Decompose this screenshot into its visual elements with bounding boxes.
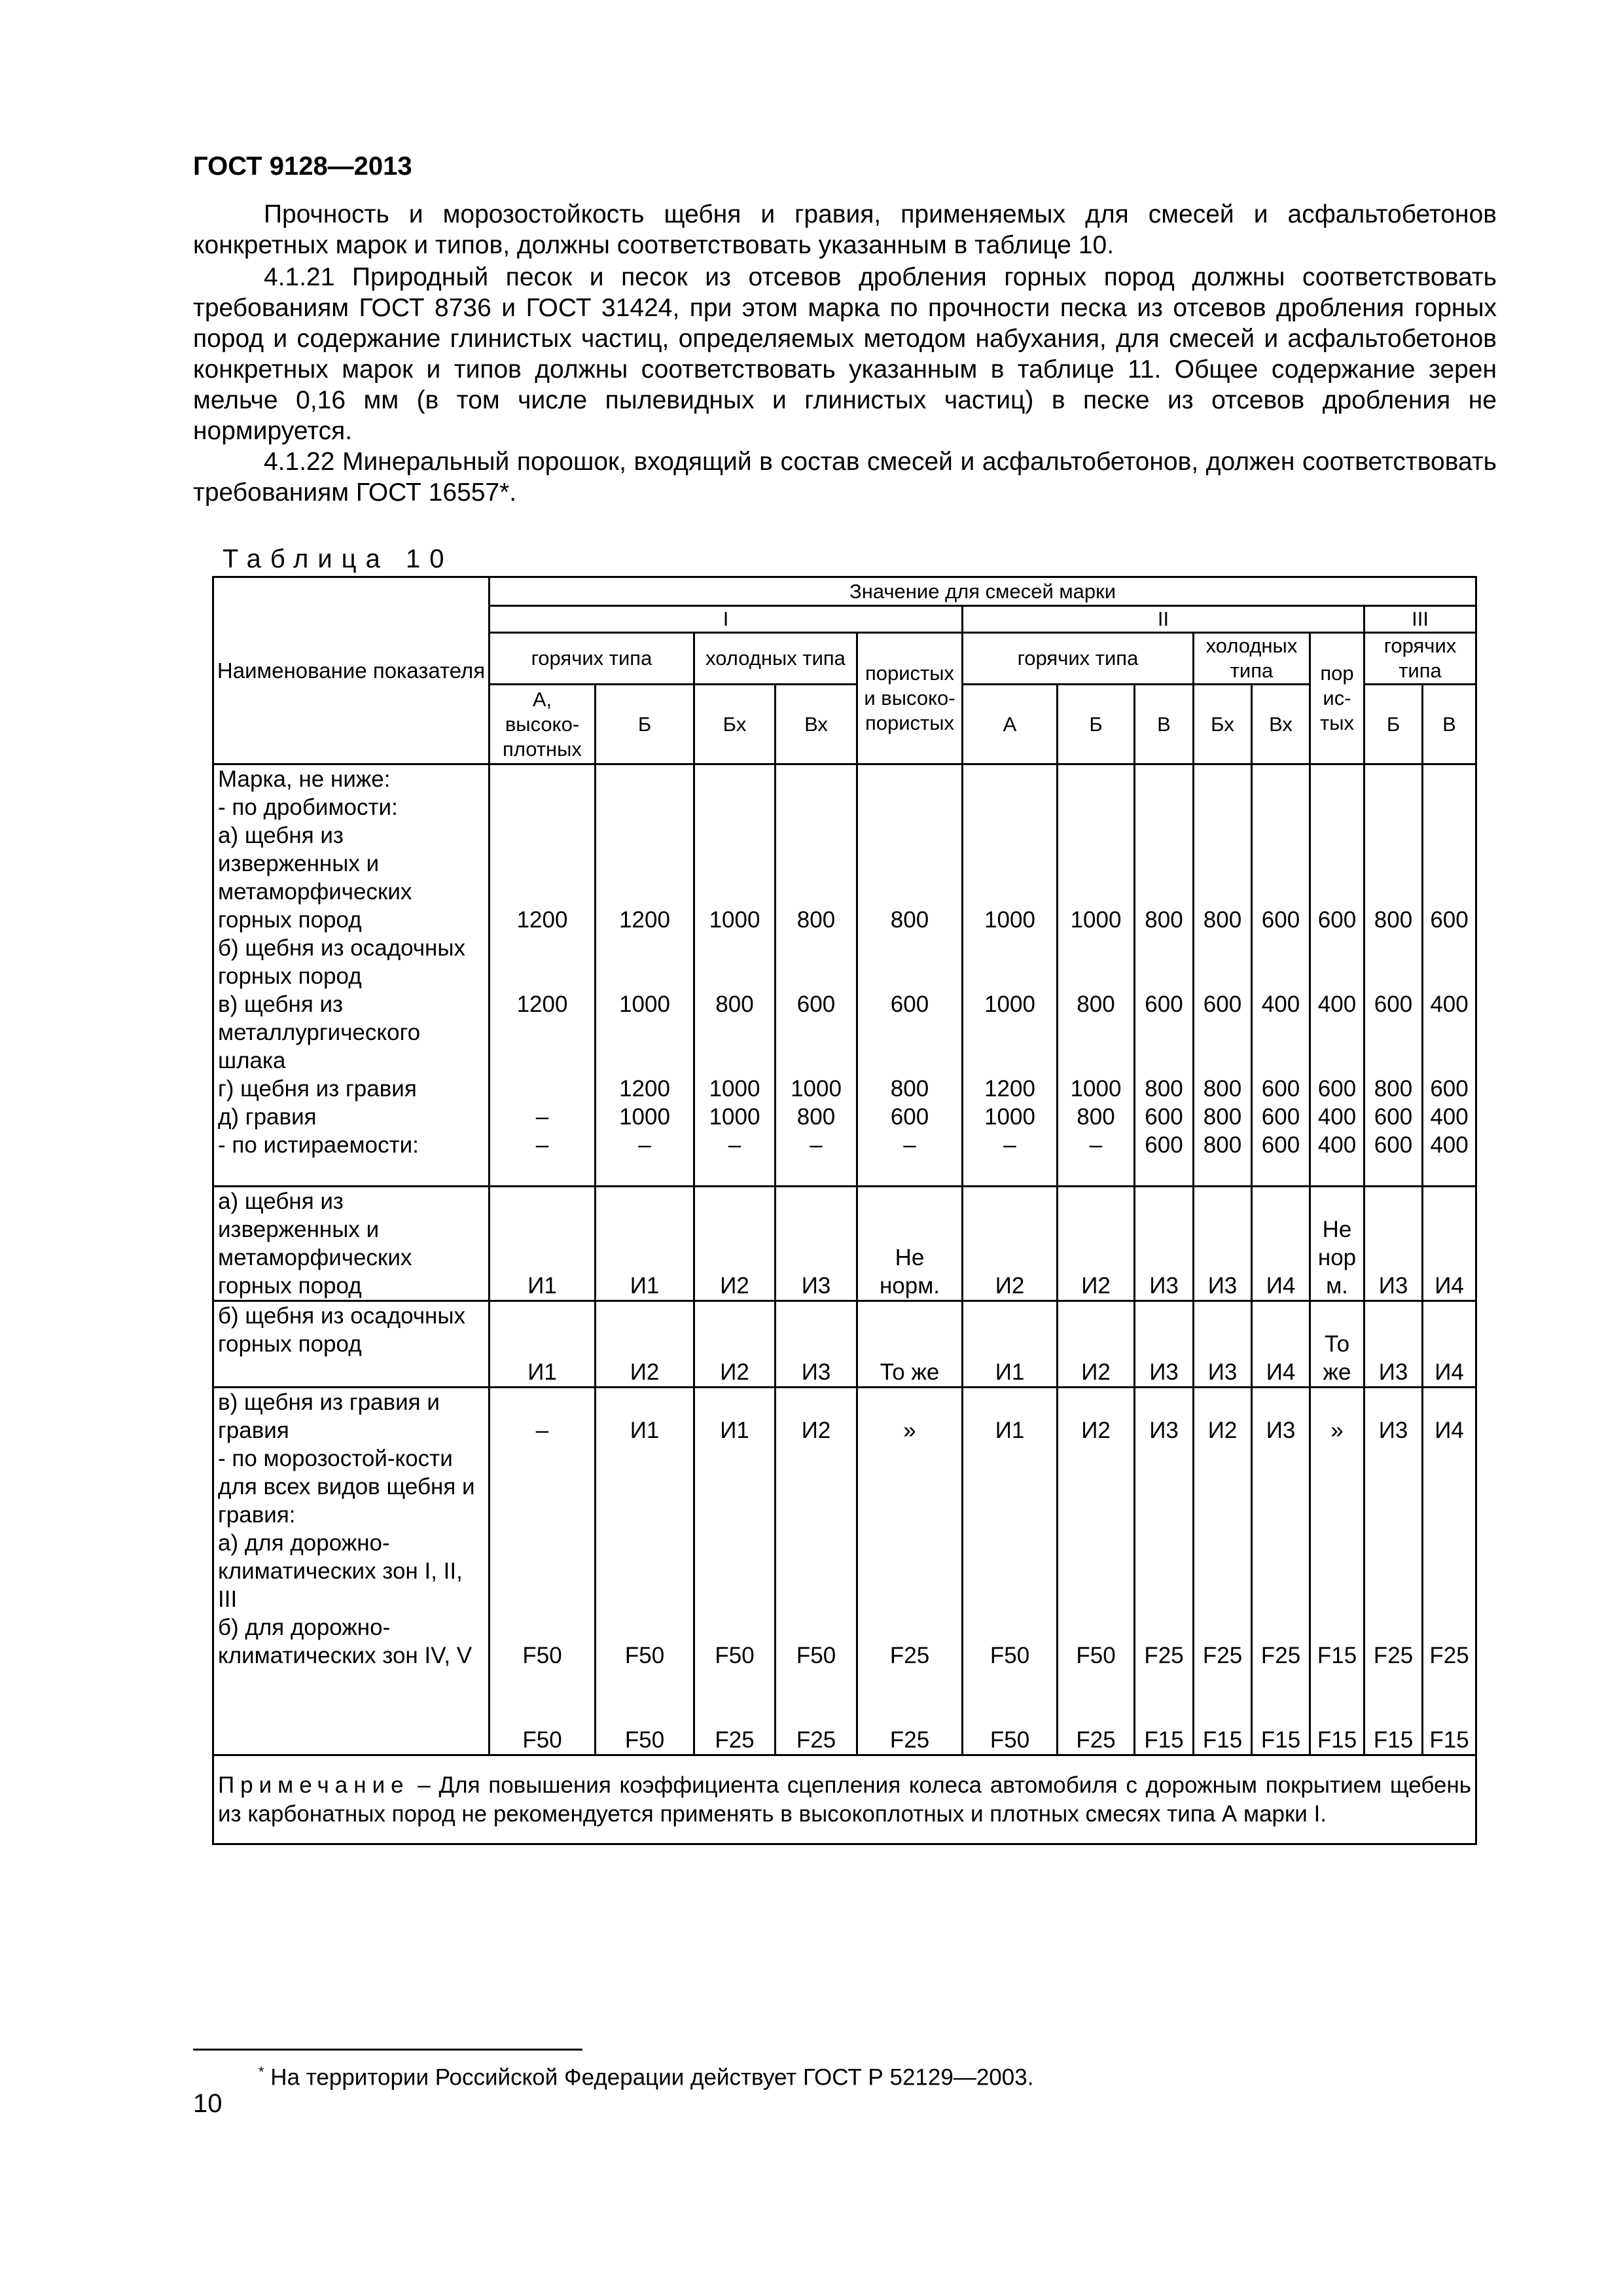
table-cell: 800 600 800 600 – xyxy=(857,764,963,1187)
header-col-v-2: В xyxy=(1135,685,1194,764)
table-cell: И3 xyxy=(1135,1301,1194,1388)
table-cell: И3 xyxy=(1364,1187,1423,1301)
header-col-bx-2: Бх xyxy=(1194,685,1252,764)
header-cold-type-2: холодных типа xyxy=(1194,633,1310,685)
table-cell: И3 F25 F15 xyxy=(1135,1388,1194,1755)
table-cell: И3 xyxy=(1194,1187,1252,1301)
table-caption: Таблица 10 xyxy=(223,545,454,573)
header-col-vx-2: Вх xyxy=(1252,685,1310,764)
table-cell: 800 600 800 600 600 xyxy=(1135,764,1194,1187)
header-cold-type-1: холодных типа xyxy=(694,633,857,685)
header-porous: пористых и высоко-пористых xyxy=(857,633,963,764)
table-cell: И3 xyxy=(1194,1301,1252,1388)
table-row xyxy=(213,1388,1476,1755)
header-values-title: Значение для смесей марки xyxy=(490,577,1476,606)
header-hot-type-1: горячих типа xyxy=(490,633,694,685)
table-cell: – F50 F50 xyxy=(490,1388,596,1755)
row-label: в) щебня из гравия и гравия - по морозостой-кости для всех видов щебня и гравия: а) для дорожно-климатических зон I, II, III б) для дорожно-климатических зон IV, V xyxy=(213,1388,490,1755)
header-hot-type-3: горячих типа xyxy=(1364,633,1476,685)
header-col-vx: Вх xyxy=(776,685,857,764)
table-cell: 600 400 600 600 600 xyxy=(1252,764,1310,1187)
footnote-divider xyxy=(193,2049,582,2051)
table-cell: И1 xyxy=(596,1187,694,1301)
table-cell: Не норм. xyxy=(857,1187,963,1301)
table-cell: И2 F50 F25 xyxy=(1058,1388,1135,1755)
table-10 xyxy=(212,576,1477,1845)
header-col-a-high-density: А, высоко-плотных xyxy=(490,685,596,764)
running-header: ГОСТ 9128—2013 xyxy=(193,152,412,181)
header-col-bx: Бх xyxy=(694,685,776,764)
paragraph-strength-frost: Прочность и морозостойкость щебня и гравия, применяемых для смесей и асфальтобетонов конкретных марок и типов, должны соответствовать указанным в таблице 10. xyxy=(193,200,1497,259)
table-cell: И2 xyxy=(1058,1187,1135,1301)
table-row xyxy=(213,1301,1476,1388)
table-cell: И1 xyxy=(490,1187,596,1301)
table-cell: 600 400 600 400 400 xyxy=(1423,764,1476,1187)
table-cell: И2 xyxy=(596,1301,694,1388)
table-cell: И4 xyxy=(1252,1187,1310,1301)
table-cell: И1 xyxy=(963,1301,1058,1388)
table-cell: И4 xyxy=(1423,1301,1476,1388)
table-cell: 800 600 800 800 800 xyxy=(1194,764,1252,1187)
table-cell: И3 xyxy=(1364,1301,1423,1388)
table-cell: И3 F25 F15 xyxy=(1364,1388,1423,1755)
row-label: а) щебня из изверженных и метаморфических горных пород xyxy=(213,1187,490,1301)
paragraph-4-1-21: 4.1.21 Природный песок и песок из отсевов дробления горных пород должны соответствовать требованиям ГОСТ 8736 и ГОСТ 31424, при этом марка по прочности песка из отсевов дробления горных пород и содержание глинистых частиц, определяемых методом набухания, для смесей и асфальтобетонов конкретных марок и типов должны соответствовать указанным в таблице 11. Общее содержание зерен мельче 0,16 мм (в том числе пылевидных и глинистых частиц) в песке из отсевов дробления не нормируется. xyxy=(193,263,1497,445)
footnote xyxy=(259,2064,1033,2091)
header-col-b-2: Б xyxy=(1058,685,1135,764)
header-col-b: Б xyxy=(596,685,694,764)
header-name-column: Наименование показателя xyxy=(213,577,490,764)
table-cell: » F15 F15 xyxy=(1310,1388,1364,1755)
table-cell: 1200 1000 1200 1000 – xyxy=(596,764,694,1187)
header-col-v-3: В xyxy=(1423,685,1476,764)
header-col-a-2: А xyxy=(963,685,1058,764)
table-cell: И2 xyxy=(1058,1301,1135,1388)
table-cell: И1 xyxy=(490,1301,596,1388)
table-cell: И3 xyxy=(776,1187,857,1301)
table-cell: И4 F25 F15 xyxy=(1423,1388,1476,1755)
header-hot-type-2: горячих типа xyxy=(963,633,1194,685)
paragraph-4-1-22: 4.1.22 Минеральный порошок, входящий в состав смесей и асфальтобетонов, должен соответствовать требованиям ГОСТ 16557*. xyxy=(193,448,1497,507)
table-cell: И4 xyxy=(1252,1301,1310,1388)
table-cell: 1000 800 1000 800 – xyxy=(1058,764,1135,1187)
table-note xyxy=(213,1755,1476,1844)
table-cell: » F25 F25 xyxy=(857,1388,963,1755)
header-grade-3: III xyxy=(1364,606,1476,633)
table-note-text: – Для повышения коэффициента сцепления колеса автомобиля с дорожным покрытием щебень из карбонатных пород не рекомендуется применять в высокоплотных и плотных смесях типа А марки I. xyxy=(218,1772,1472,1827)
header-por-ist: пор ис-тых xyxy=(1310,633,1364,764)
table-cell: То же xyxy=(1310,1301,1364,1388)
table-row xyxy=(213,1187,1476,1301)
table-cell: 1000 800 1000 1000 – xyxy=(694,764,776,1187)
footnote-mark: * xyxy=(259,2064,264,2080)
table-note-label: Примечание xyxy=(218,1772,410,1798)
row-label: Марка, не ниже: - по дробимости: а) щебня из изверженных и метаморфических горных пород б) щебня из осадочных горных пород в) щебня из металлургического шлака г) щебня из гравия д) гравия - по истираемости: xyxy=(213,764,490,1187)
table-cell: И2 F50 F25 xyxy=(776,1388,857,1755)
table-row xyxy=(213,764,1476,1187)
table-cell: И3 xyxy=(1135,1187,1194,1301)
table-cell: 1200 1200 – – xyxy=(490,764,596,1187)
header-grade-2: II xyxy=(963,606,1364,633)
page-number: 10 xyxy=(193,2089,223,2118)
table-cell: И2 xyxy=(694,1301,776,1388)
table-cell: 800 600 1000 800 – xyxy=(776,764,857,1187)
table-cell: И3 xyxy=(776,1301,857,1388)
header-grade-1: I xyxy=(490,606,963,633)
table-cell: И1 F50 F50 xyxy=(596,1388,694,1755)
table-cell: 1000 1000 1200 1000 – xyxy=(963,764,1058,1187)
table-cell: Не нор м. xyxy=(1310,1187,1364,1301)
footnote-text: На территории Российской Федерации действует ГОСТ Р 52129—2003. xyxy=(264,2064,1034,2090)
table-cell: То же xyxy=(857,1301,963,1388)
table-cell: И1 F50 F50 xyxy=(963,1388,1058,1755)
table-cell: И2 xyxy=(694,1187,776,1301)
table-cell: И2 xyxy=(963,1187,1058,1301)
table-cell: И2 F25 F15 xyxy=(1194,1388,1252,1755)
table-cell: 600 400 600 400 400 xyxy=(1310,764,1364,1187)
row-label: б) щебня из осадочных горных пород xyxy=(213,1301,490,1388)
table-cell: И1 F50 F25 xyxy=(694,1388,776,1755)
table-cell: 800 600 800 600 600 xyxy=(1364,764,1423,1187)
table-cell: И3 F25 F15 xyxy=(1252,1388,1310,1755)
table-cell: И4 xyxy=(1423,1187,1476,1301)
header-col-b-3: Б xyxy=(1364,685,1423,764)
